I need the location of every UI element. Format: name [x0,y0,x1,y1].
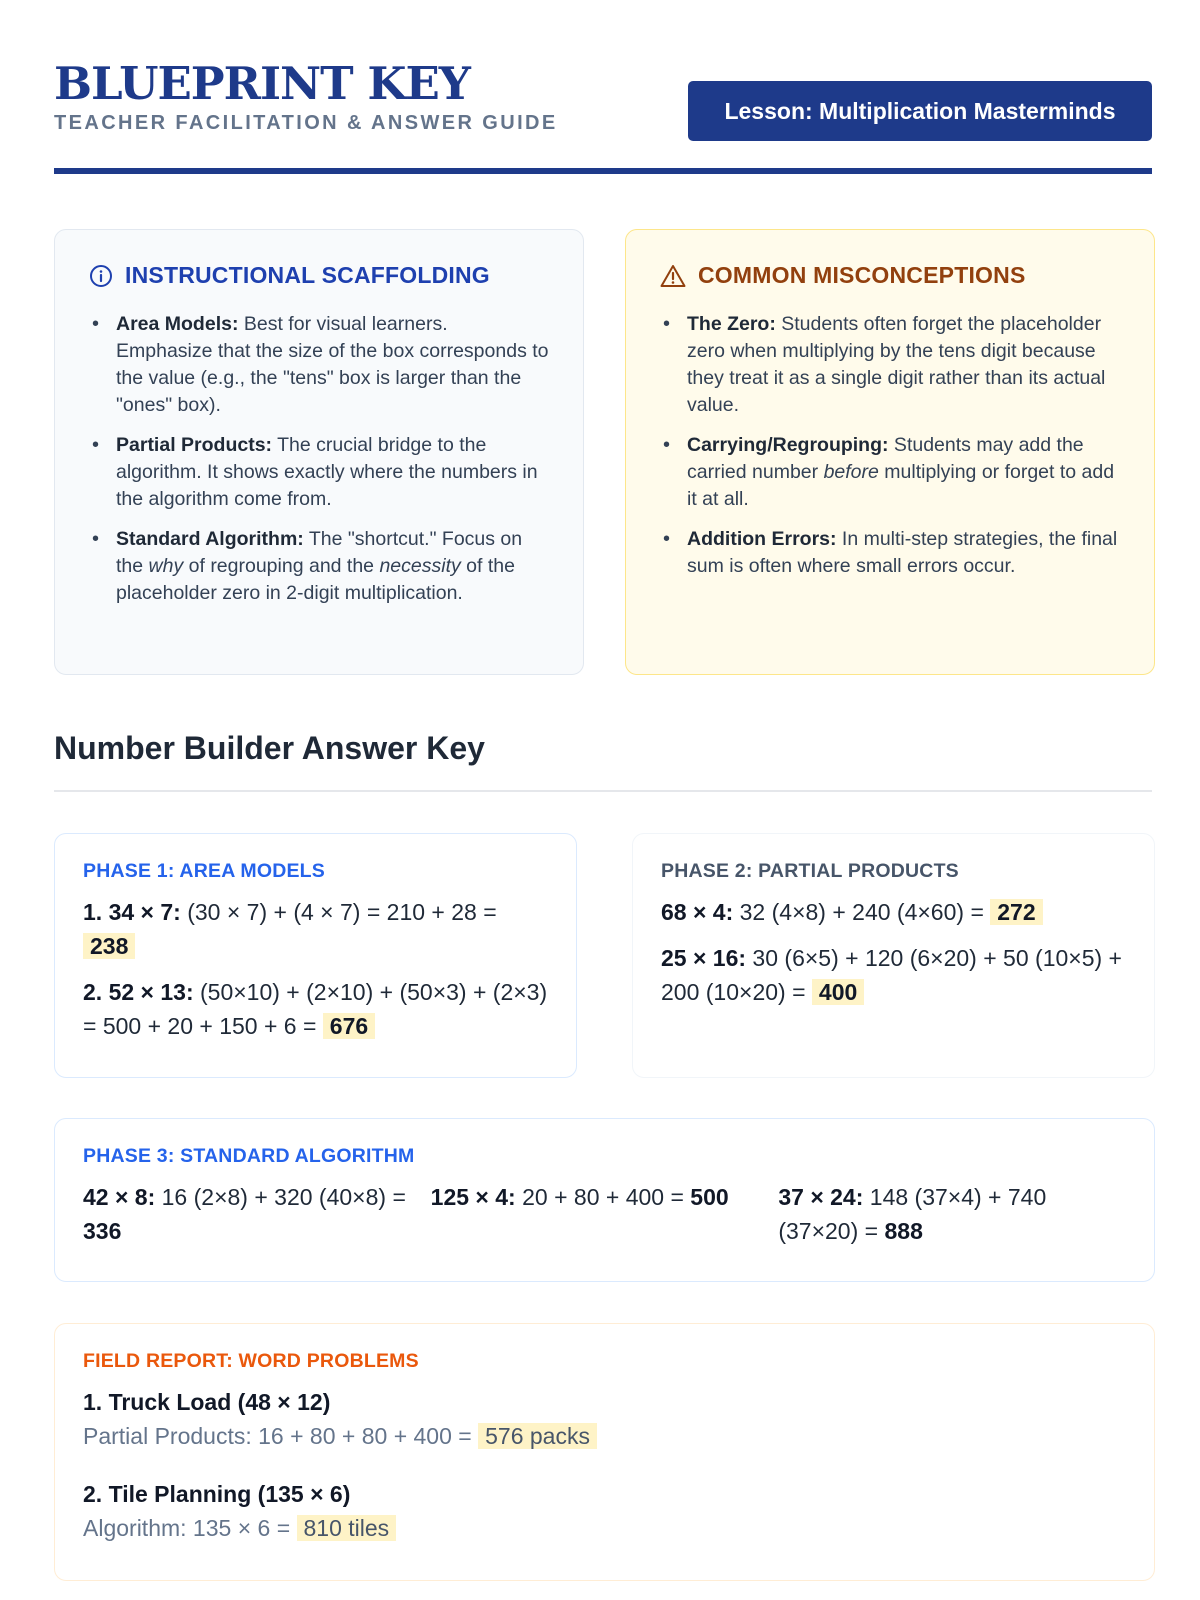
word-problem-work [83,1511,1126,1545]
answer-highlight: 810 tiles [297,1515,397,1541]
problem-prompt: 42 × 8: [83,1184,156,1210]
answer-highlight: 272 [990,899,1042,925]
list-item-term: Carrying/Regrouping: [687,434,889,456]
misconceptions-heading [660,262,1120,289]
page-subtitle: TEACHER FACILITATION & ANSWER GUIDE [54,112,558,134]
word-problem-work [83,1419,1126,1453]
list-item [89,311,549,419]
phase-3-card [54,1118,1155,1282]
problem [661,895,1126,929]
problem-work: (30 × 7) + (4 × 7) = 210 + 28 = [180,899,497,925]
problem [431,1180,779,1248]
list-item-term: Standard Algorithm: [116,528,304,550]
problem [778,1180,1126,1248]
list-item [89,526,549,607]
problem-answer: 336 [83,1218,122,1244]
list-item-text: multiplying or forget to add it at all. [687,461,1115,510]
list-item-text: Best for visual learners. Emphasize that the size of the box corresponds to the value (e.g., the "tens" box is larger than the "ones" box). [116,313,549,416]
list-item-emphasis: why [148,555,184,577]
problem [83,975,548,1043]
problem-answer: 888 [884,1218,923,1244]
problem-work: (50×10) + (2×10) + (50×3) + (2×3) = 500 + 20 + 150 + 6 = [83,979,548,1039]
misconceptions-list [660,311,1120,580]
phase-2-card [632,833,1155,1078]
list-item [89,432,549,513]
list-item [660,311,1120,419]
problem-answer: 500 [690,1184,729,1210]
list-item-emphasis: necessity [379,555,461,577]
word-problem-work-text: Algorithm: 135 × 6 = [83,1515,297,1541]
problem-prompt: 37 × 24: [778,1184,864,1210]
list-item-emphasis: before [823,461,879,483]
list-item-text: Students may add the carried number [687,434,1084,483]
problem-prompt: 68 × 4: [661,899,734,925]
scaffolding-list [89,311,549,607]
problem-work: 20 + 80 + 400 = [515,1184,691,1210]
answer-highlight: 238 [83,933,135,959]
word-problem-work-text: Partial Products: 16 + 80 + 80 + 400 = [83,1423,479,1449]
phase-1-card [54,833,577,1078]
problem [83,895,548,963]
word-problems-card [54,1323,1155,1581]
word-problems-label: FIELD REPORT: WORD PROBLEMS [83,1350,419,1372]
problem-prompt: 2. 52 × 13: [83,979,194,1005]
page-title: BLUEPRINT KEY [54,57,470,110]
scaffolding-heading [89,262,549,289]
list-item-text: Students often forget the placeholder zero when multiplying by the tens digit because they treat it as a single digit rather than its actual value. [687,313,1106,416]
scaffolding-heading-text: INSTRUCTIONAL SCAFFOLDING [125,262,490,288]
phase-3-label: PHASE 3: STANDARD ALGORITHM [83,1145,415,1167]
list-item [660,526,1120,580]
list-item-term: Partial Products: [116,434,273,456]
phase-2-label: PHASE 2: PARTIAL PRODUCTS [661,860,959,882]
word-problem-title: 2. Tile Planning (135 × 6) [83,1481,351,1507]
answer-highlight: 676 [323,1013,375,1039]
misconceptions-card [625,229,1155,675]
list-item-term: The Zero: [687,313,776,335]
list-item-text: In multi-step strategies, the final sum is often where small errors occur. [687,528,1118,577]
scaffolding-card [54,229,584,675]
problem-work: 30 (6×5) + 120 (6×20) + 50 (10×5) + 200 (10×20) = [661,945,1122,1005]
list-item-text: of regrouping and the [183,555,380,577]
answer-key-title: Number Builder Answer Key [54,730,1152,792]
list-item-term: Addition Errors: [687,528,837,550]
misconceptions-heading-text: COMMON MISCONCEPTIONS [698,262,1026,288]
lesson-badge: Lesson: Multiplication Masterminds [688,81,1152,141]
answer-highlight: 400 [812,979,864,1005]
problem-prompt: 25 × 16: [661,945,747,971]
problem-work: 32 (4×8) + 240 (4×60) = [733,899,991,925]
problem-work: 148 (37×4) + 740 (37×20) = [778,1184,1047,1244]
word-problem-title: 1. Truck Load (48 × 12) [83,1389,331,1415]
problem [661,941,1126,1009]
list-item-term: Area Models: [116,313,239,335]
list-item-text: The "shortcut." Focus on the [116,528,523,577]
phase-3-row [83,1180,1126,1248]
answer-highlight: 576 packs [478,1423,597,1449]
warning-icon [660,264,686,288]
phase-1-label: PHASE 1: AREA MODELS [83,860,325,882]
problem-prompt: 125 × 4: [430,1184,516,1210]
list-item-text: The crucial bridge to the algorithm. It shows exactly where the numbers in the algorithm come from. [116,434,538,510]
list-item-text: of the placeholder zero in 2-digit multiplication. [116,555,515,604]
page-header [54,58,1152,174]
info-icon [89,264,113,288]
problem-work: 16 (2×8) + 320 (40×8) = [155,1184,406,1210]
problem-prompt: 1. 34 × 7: [83,899,181,925]
list-item [660,432,1120,513]
problem [83,1180,431,1248]
